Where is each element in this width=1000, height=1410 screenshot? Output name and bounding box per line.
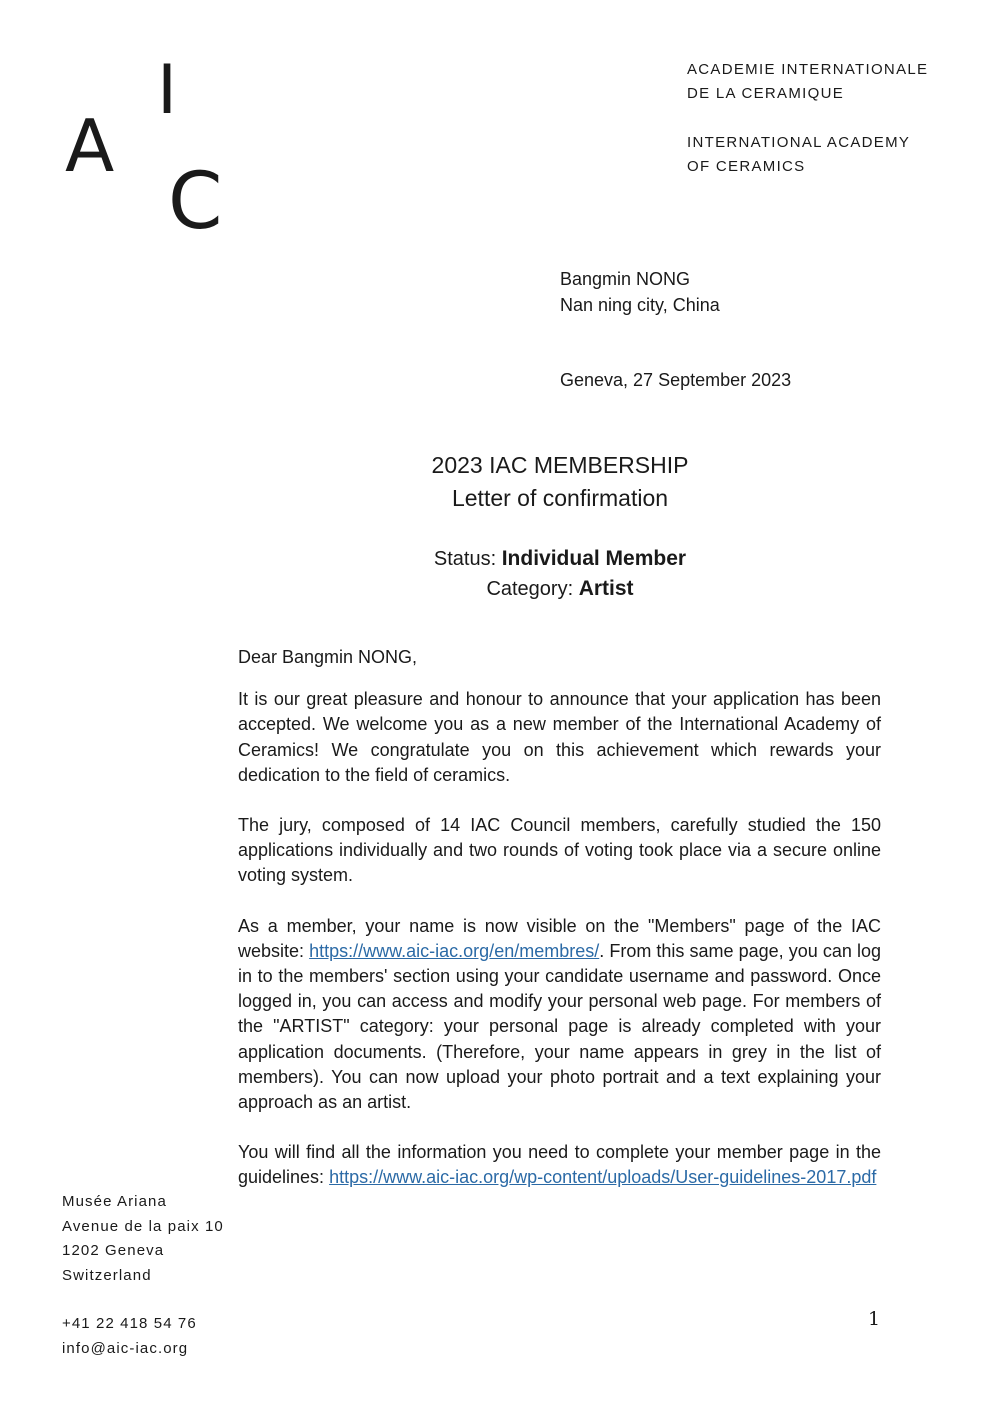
org-english-line1: INTERNATIONAL ACADEMY <box>687 134 911 151</box>
salutation: Dear Bangmin NONG, <box>238 647 418 667</box>
category-label: Category: <box>486 578 579 600</box>
aic-logo <box>60 51 240 247</box>
paragraph-acceptance: It is our great pleasure and honour to announce that your application has been accepted. We welcome you as a new member of the International Academy of Ceramics! We congratulate you on this achievement which rewards your dedication to the field of ceramics. <box>238 689 881 785</box>
page-number: 1 <box>868 1308 881 1330</box>
paragraph-guidelines-intro: You will find all the information you need to complete your member page in the guidelines: <box>238 1142 881 1188</box>
paragraph-jury: The jury, composed of 14 IAC Council members, carefully studied the 150 applications individually and two rounds of voting took place via a secure online voting system. <box>238 815 881 886</box>
paragraph-members-rest: . From this same page, you can log in to the members' section using your candidate username and password. Once logged in, you can access and modify your personal web page. For members of the "ARTIST" category: your personal page is already completed with your application documents. (Therefore, your name appears in grey in the list of members). You can now upload your photo portrait and a text explaining your approach as an artist. <box>238 940 881 1113</box>
logo-letter-a: A <box>65 104 115 188</box>
letter-title: 2023 IAC MEMBERSHIP <box>431 452 689 478</box>
status-line <box>240 544 880 574</box>
category-value: Artist <box>578 577 634 600</box>
address-line4: Switzerland <box>62 1266 152 1284</box>
status-label: Status: <box>433 548 502 570</box>
address-line3: 1202 Geneva <box>62 1242 165 1260</box>
recipient-location: Nan ning city, China <box>560 295 720 315</box>
address-line1: Musée Ariana <box>62 1193 167 1210</box>
org-french-line1: ACADEMIE INTERNATIONALE <box>687 61 929 78</box>
org-english-line2: OF CERAMICS <box>687 158 806 175</box>
category-line <box>240 574 880 604</box>
status-value: Individual Member <box>501 547 687 570</box>
paragraph-members-intro: As a member, your name is now visible on the "Members" page of the IAC website: <box>238 915 881 961</box>
letter-body <box>238 645 881 1216</box>
logo-letter-c: C <box>168 157 223 247</box>
organization-name <box>687 58 928 179</box>
paragraph-guidelines <box>238 1140 881 1190</box>
recipient-block <box>560 266 720 318</box>
logo-letter-i: I <box>157 51 178 130</box>
footer-phone: +41 22 418 54 76 <box>62 1315 197 1333</box>
letter-heading <box>240 449 880 515</box>
membership-status <box>240 544 880 604</box>
letter-subtitle: Letter of confirmation <box>451 485 669 511</box>
members-page-link[interactable]: https://www.aic-iac.org/en/membres/ <box>309 940 600 961</box>
letter-date: Geneva, 27 September 2023 <box>560 370 792 390</box>
address-line2: Avenue de la paix 10 <box>62 1217 224 1235</box>
footer-address <box>62 1190 224 1362</box>
paragraph-members-page <box>238 914 881 1116</box>
guidelines-link[interactable]: https://www.aic-iac.org/wp-content/uploads/User-guidelines-2017.pdf <box>329 1167 877 1188</box>
recipient-name: Bangmin NONG <box>560 269 691 289</box>
footer-email: info@aic-iac.org <box>62 1339 189 1357</box>
org-french-line2: DE LA CERAMIQUE <box>687 85 845 102</box>
